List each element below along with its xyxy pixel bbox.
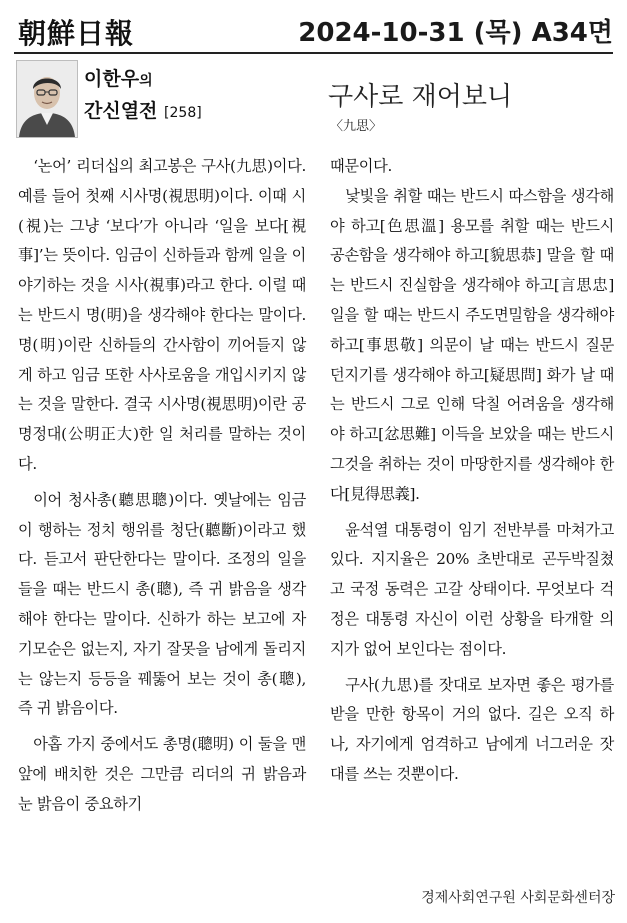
article-column-left [18,152,306,820]
series-number: [258] [164,105,202,121]
paragraph: 아홉 가지 중에서도 총명(聰明) 이 둘을 맨 앞에 배치한 것은 그만큼 리더의 귀 밝음과 눈 밝음이 중요하기 [18,735,306,813]
paragraph: 구사(九思)를 잣대로 보자면 좋은 평가를 받을 만한 항목이 거의 없다. 길은 오직 하나, 자기에게 엄격하고 남에게 너그러운 잣대를 쓰는 것뿐이다. [330,675,614,783]
series-line [84,96,234,128]
byline [84,64,234,128]
author-affiliation: 경제사회연구원 사회문화센터장 [421,890,615,906]
header-divider [14,52,613,54]
newspaper-logo: 朝鮮日報 [18,17,135,50]
paragraph: 낯빛을 취할 때는 반드시 따스함을 생각해야 하고[色思溫] 용모를 취할 때는 반드시 공손함을 생각해야 하고[貌思恭] 말을 할 때는 반드시 진실함을 생각해야 하고[言思忠] 일을 할 때는 반드시 주도면밀함을 생각해야 하고[事思敬] 의문이 날 때는 반드시 질문 던지기를 생각해야 하고[疑思問] 화가 날 때는 반드시 그로 인해 닥칠 어려움을 생각해야 하고[忿思難] 이득을 보았을 때는 반드시 그것을 취하는 것이 마땅한지를 생각해야 한다[見得思義]. [330,186,614,503]
author-portrait [16,60,78,138]
author-suffix: 의 [139,73,153,89]
series-title: 간신열전 [84,100,158,122]
author-line [84,64,234,96]
paragraph: 윤석열 대통령이 임기 전반부를 마쳐가고 있다. 지지율은 20% 초반대로 곤두박질쳤고 국정 동력은 고갈 상태이다. 무엇보다 걱정은 대통령 자신이 이런 상황을 타개할 의지가 없어 보인다는 점이다. [330,520,614,658]
author-photo-icon [17,61,77,137]
publication-date: 2024-10-31 (목) A34면 [298,18,613,48]
paragraph: 이어 청사총(聽思聰)이다. 옛날에는 임금이 행하는 정치 행위를 청단(聽斷)이라고 했다. 듣고서 판단한다는 말이다. 조정의 일을 들을 때는 반드시 총(聰), 즉 귀 밝음을 생각해야 한다는 말이다. 신하가 하는 보고에 자기모순은 없는지, 자기 잘못을 남에게 돌리지는 않는지 등등을 꿰뚫어 보는 것이 총(聰), 즉 귀 밝음이다. [18,490,306,718]
article-title: 구사로 재어보니 [328,82,513,112]
article-subtitle: 〈九思〉 [330,119,383,134]
author-name: 이한우 [84,68,140,90]
paragraph: 때문이다. [330,157,393,175]
paragraph: ‘논어’ 리더십의 최고봉은 구사(九思)이다. 예를 들어 첫째 시사명(視思明)이다. 이때 시(視)는 그냥 ‘보다’가 아니라 ‘일을 보다[視事]’는 뜻이다. 임금이 신하들과 함께 일을 이야기하는 것을 시사(視事)라고 한다. 이럴 때는 반드시 명(明)을 생각해야 한다는 말이다. 명(明)이란 신하들의 간사함이 끼어들지 않게 하고 임금 또한 사사로움을 개입시키지 않는 것을 말한다. 결국 시사명(視思明)이란 공명정대(公明正大)한 일 처리를 말하는 것이다. [18,157,306,473]
article-column-right [330,152,614,790]
